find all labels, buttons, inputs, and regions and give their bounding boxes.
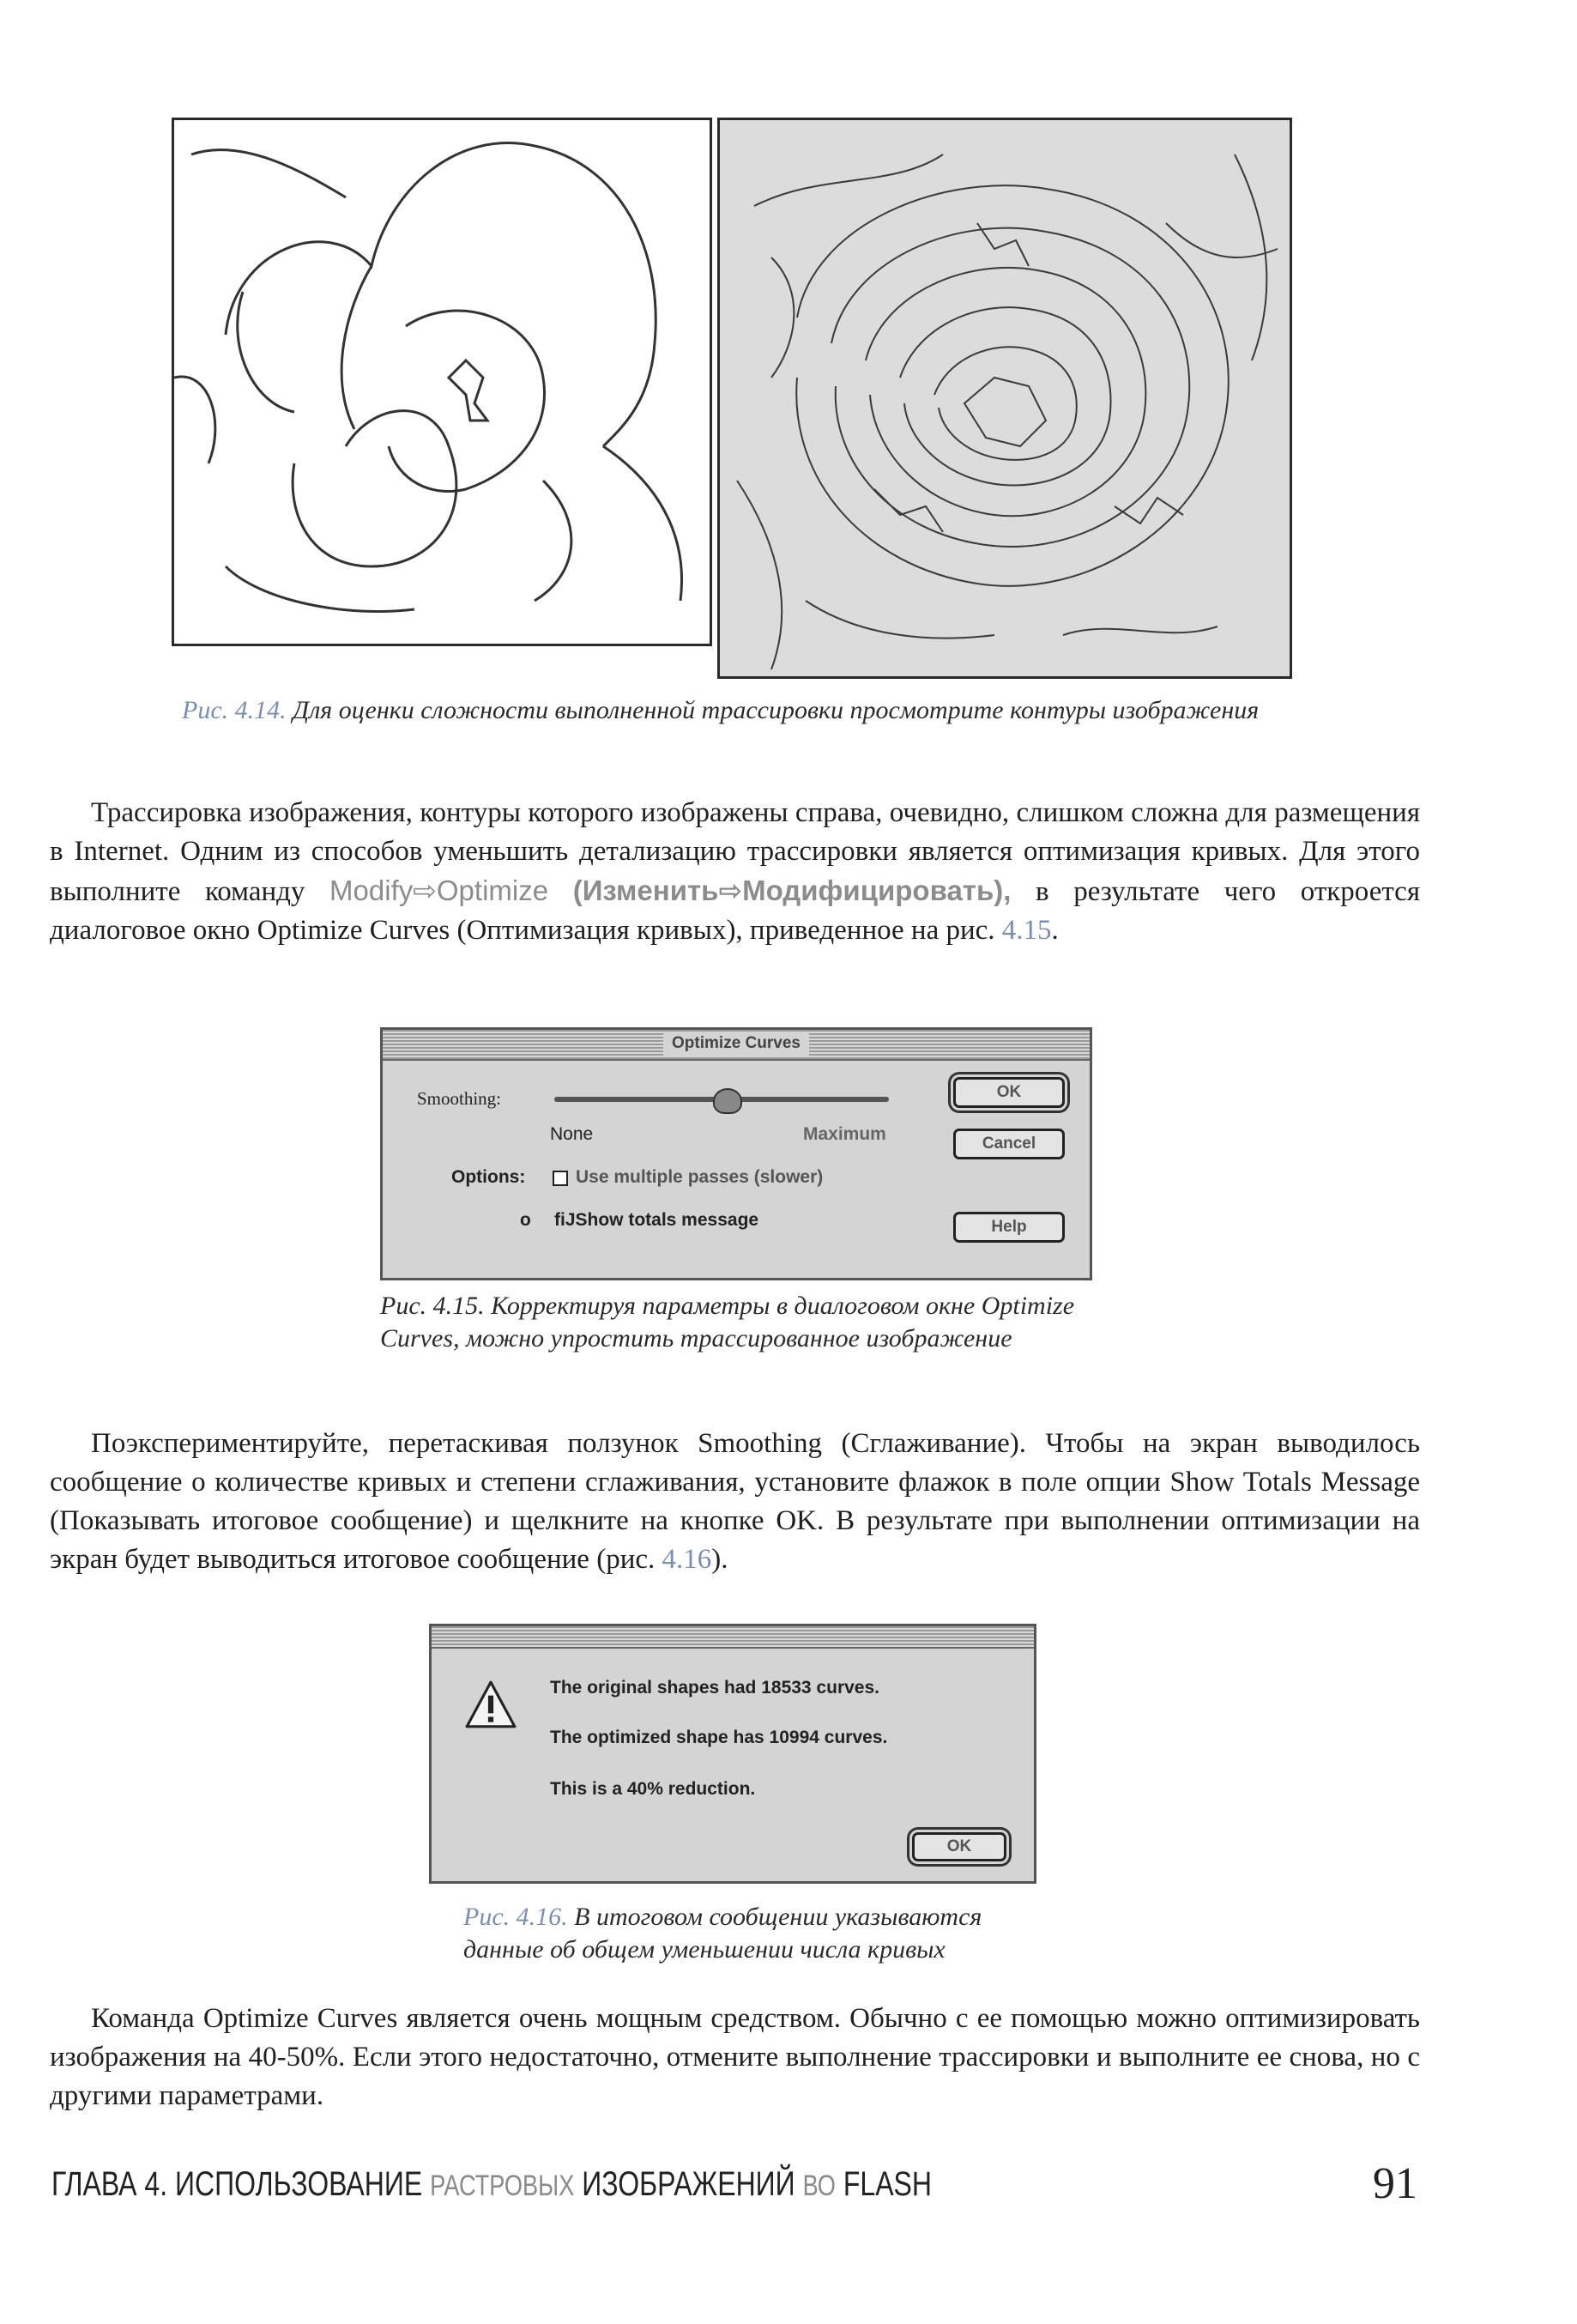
figure-4-16-text: В итоговом сообщении указываются данные об общем уменьшении числа кривых — [463, 1903, 982, 1964]
simple-trace-image — [172, 118, 712, 646]
result-title-bar[interactable] — [432, 1626, 1034, 1649]
complex-trace-image — [717, 118, 1292, 679]
menu-command-en: Modify⇨Optimize — [329, 875, 549, 906]
dialog-title-bar[interactable] — [383, 1030, 1090, 1061]
footer-word-in: ВО — [802, 2170, 836, 2202]
slider-min-label: None — [550, 1124, 594, 1144]
slider-thumb[interactable] — [713, 1088, 742, 1114]
message-line-1: The original shapes had 18533 curves. — [550, 1678, 879, 1698]
paragraph-1-text-a: Трассировка изображения, контуры которого изображены справа, очевидно, слишком сложна для размещения в Internet. Одним из способов уменьшить детализацию трассировки является оптимизация кривых. Для этого выполните команду — [50, 797, 1420, 907]
message-line-3: This is a 40% reduction. — [550, 1779, 756, 1799]
smoothing-label: Smoothing: — [417, 1088, 502, 1109]
page-footer — [51, 2165, 932, 2204]
result-ok-button[interactable]: OK — [912, 1832, 1006, 1861]
show-totals-label[interactable]: fiJShow totals message — [554, 1210, 759, 1230]
paragraph-1 — [50, 794, 1420, 950]
help-button[interactable]: Help — [953, 1212, 1065, 1243]
paragraph-3 — [50, 2000, 1420, 2115]
figure-4-14-caption — [182, 695, 1297, 726]
figure-4-16-number: Рис. 4.16. — [463, 1903, 568, 1931]
footer-word-raster: РАСТРОВЫХ — [430, 2170, 575, 2202]
figure-ref-4-16: 4.16 — [662, 1544, 712, 1575]
paragraph-2-text-b: ). — [711, 1544, 728, 1575]
figure-4-15-number: Рис. 4.15. — [380, 1292, 485, 1320]
cancel-button[interactable]: Cancel — [953, 1129, 1065, 1159]
figure-4-15-caption — [380, 1290, 1101, 1355]
optimize-curves-dialog — [380, 1027, 1092, 1280]
ok-button[interactable]: OK — [953, 1077, 1065, 1108]
warning-icon — [464, 1679, 517, 1729]
figure-4-14-text: Для оценки сложности выполненной трассировки просмотрите контуры изображения — [293, 696, 1260, 724]
figure-ref-4-15: 4.15 — [1001, 915, 1052, 946]
dialog-title: Optimize Curves — [663, 1032, 809, 1056]
result-message-dialog — [429, 1624, 1036, 1884]
options-label: Options: — [451, 1167, 526, 1187]
smoothing-slider[interactable] — [554, 1088, 889, 1114]
slider-max-label: Maximum — [803, 1124, 886, 1144]
figure-4-15-text: Корректируя параметры в диалоговом окне Optimize Curves, можно упростить трассированное изображение — [380, 1292, 1075, 1353]
figure-4-14-number: Рис. 4.14. — [182, 696, 287, 724]
footer-word-images: ИЗОБРАЖЕНИЙ — [574, 2165, 803, 2203]
paragraph-1-text-c: . — [1051, 915, 1059, 946]
paragraph-2-text-a: Поэкспериментируйте, перетаскивая ползунок Smoothing (Сглаживание). Чтобы на экран выводилось сообщение о количестве кривых и степени сглаживания, установите флажок в поле опции Show Totals Message (Показывать итоговое сообщение) и щелкните на кнопке OK. В результате при выполнении оптимизации на экран будет выводиться итоговое сообщение (рис. — [50, 1428, 1420, 1575]
option-2-prefix: o — [520, 1210, 531, 1230]
figure-4-16-caption — [463, 1901, 1047, 1966]
paragraph-1-text-b: в результате чего откроется диалоговое окно Optimize Curves (Оптимизация кривых), приведенное на рис. — [50, 876, 1420, 946]
paragraph-2 — [50, 1425, 1420, 1579]
footer-word-flash: FLASH — [835, 2165, 932, 2203]
multiple-passes-label: Use multiple passes (slower) — [576, 1167, 824, 1187]
menu-command-ru: (Изменить⇨Модифицировать), — [572, 875, 1012, 906]
page-number: 91 — [1373, 2159, 1417, 2208]
paragraph-3-text: Команда Optimize Curves является очень мощным средством. Обычно с ее помощью можно оптимизировать изображения на 40-50%. Если этого недостаточно, отмените выполнение трассировки и выполните ее снова, но с другими параметрами. — [50, 2003, 1420, 2111]
multiple-passes-checkbox[interactable] — [553, 1171, 568, 1186]
footer-chapter: ГЛАВА 4. ИСПОЛЬЗОВАНИЕ — [51, 2165, 431, 2203]
message-line-2: The optimized shape has 10994 curves. — [550, 1728, 888, 1747]
